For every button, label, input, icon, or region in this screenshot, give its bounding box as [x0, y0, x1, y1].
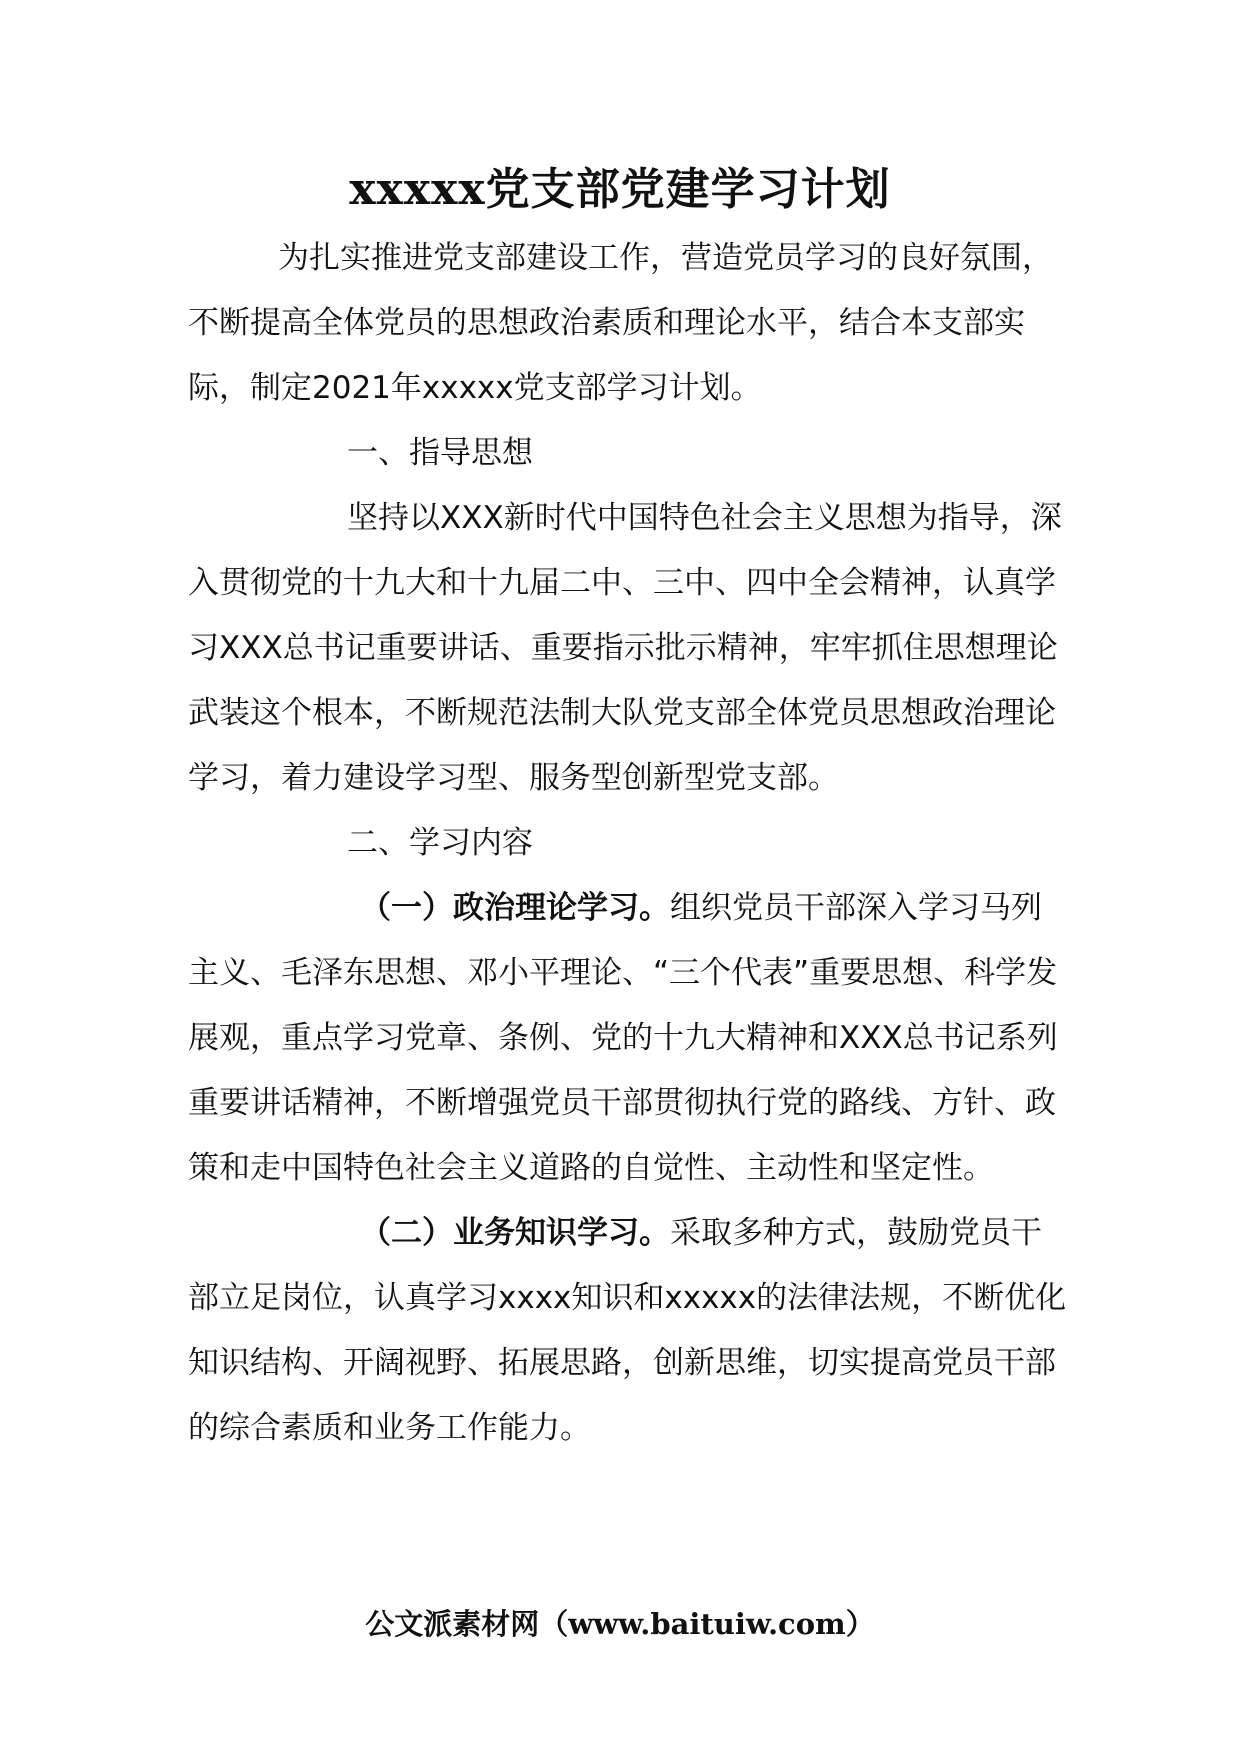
political-theory-text: 组织党员干部深入学习马列主义、毛泽东思想、邓小平理论、“三个代表”重要思想、科学发展观，重点学习党章、条例、党的十九大精神和XXX总书记系列重要讲话精神，不断增强党员干部贯彻执行党的路线、方针、政策和走中国特色社会主义道路的自觉性、主动性和坚定性。 — [188, 890, 1058, 1186]
intro-paragraph: 为扎实推进党支部建设工作，营造党员学习的良好氛围，不断提高全体党员的思想政治素质和理论水平，结合本支部实际，制定2021年xxxxx党支部学习计划。 — [188, 240, 1053, 406]
section-heading-guiding-thought: 一、指导思想 — [347, 435, 533, 471]
political-theory-paragraph — [188, 876, 1068, 1201]
business-knowledge-paragraph — [188, 1201, 1068, 1461]
political-theory-label: （一）政治理论学习。 — [360, 890, 670, 926]
business-knowledge-label: （二）业务知识学习。 — [360, 1215, 670, 1251]
section-heading-study-content: 二、学习内容 — [347, 825, 533, 861]
guiding-thought-paragraph: 坚持以XXX新时代中国特色社会主义思想为指导，深入贯彻党的十九大和十九届二中、三中、四中全会精神，认真学习XXX总书记重要讲话、重要指示批示精神，牢牢抓住思想理论武装这个根本，不断规范法制大队党支部全体党员思想政治理论学习，着力建设学习型、服务型创新型党支部。 — [188, 500, 1062, 796]
document-title: xxxxx党支部党建学习计划 — [349, 164, 891, 215]
footer-watermark: 公文派素材网（www.baituiw.com） — [365, 1607, 875, 1641]
business-knowledge-text: 采取多种方式，鼓励党员干部立足岗位，认真学习xxxx知识和xxxxx的法律法规，不断优化知识结构、开阔视野、拓展思路，创新思维，切实提高党员干部的综合素质和业务工作能力。 — [188, 1215, 1067, 1446]
document-body — [188, 226, 1068, 1461]
